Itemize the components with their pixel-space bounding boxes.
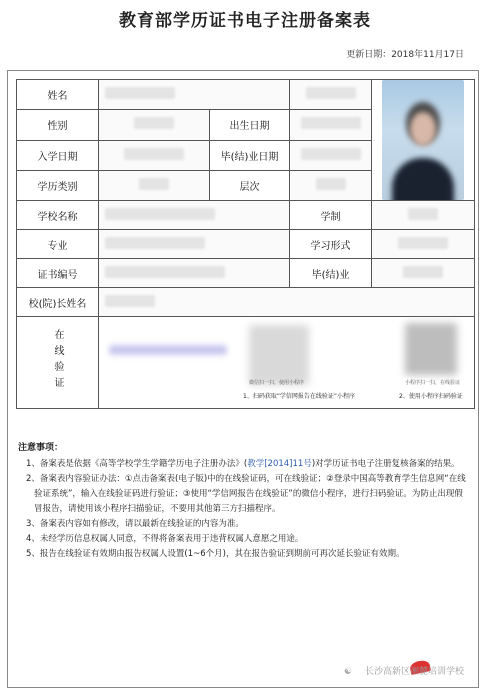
label-gender: 性别 bbox=[17, 110, 99, 140]
value-study-form bbox=[372, 230, 475, 259]
photo-cell bbox=[372, 80, 475, 201]
mini-hint: 小程序扫一扫，在线验证 bbox=[405, 380, 461, 386]
verify-step-2: 2、使用小程序扫码验证 bbox=[399, 393, 463, 400]
notes-section bbox=[18, 441, 466, 562]
wechat-hint: 微信扫一扫，使用小程序 bbox=[249, 380, 305, 386]
registration-form bbox=[7, 70, 479, 688]
mini-program-qr-code[interactable] bbox=[405, 323, 457, 375]
label-level: 层次 bbox=[210, 170, 290, 200]
label-birth-date: 出生日期 bbox=[210, 110, 290, 140]
note-1-text-b: )对学历证书电子注册复核备案的结果。 bbox=[311, 459, 460, 469]
value-enroll-date bbox=[99, 140, 210, 170]
verify-step-1: 1、扫码获取“学信网报告在线验证”小程序 bbox=[243, 393, 356, 400]
label-graduation: 毕(结)业 bbox=[290, 259, 372, 288]
note-3: 3、备案表内容如有修改，请以最新在线验证的内容为准。 bbox=[26, 519, 244, 529]
notes-heading: 注意事项： bbox=[18, 443, 64, 453]
label-enroll-date: 入学日期 bbox=[17, 140, 99, 170]
note-4: 4、未经学历信息权属人同意，不得将备案表用于违背权属人意愿之用途。 bbox=[26, 534, 304, 544]
label-grad-date: 毕(结)业日期 bbox=[210, 140, 290, 170]
value-schooling bbox=[372, 201, 475, 230]
value-cert-no bbox=[99, 259, 290, 288]
value-graduation bbox=[372, 259, 475, 288]
value-birth-date bbox=[290, 110, 372, 140]
label-major: 专业 bbox=[17, 230, 99, 259]
label-edu-type: 学历类别 bbox=[17, 170, 99, 200]
value-grad-date bbox=[290, 140, 372, 170]
label-cert-no: 证书编号 bbox=[17, 259, 99, 288]
note-1 bbox=[18, 457, 466, 472]
verify-area bbox=[99, 317, 475, 409]
wechat-qr-code[interactable] bbox=[249, 325, 309, 385]
value-principal bbox=[99, 288, 475, 317]
value-school bbox=[99, 201, 290, 230]
value-level bbox=[290, 170, 372, 200]
verify-label-text: 在线验证 bbox=[52, 329, 63, 393]
wechat-watermark-icon: ☯ bbox=[343, 667, 352, 677]
value-edu-type bbox=[99, 170, 210, 200]
value-name bbox=[99, 80, 290, 110]
update-date: 更新日期：2018年11月17日 bbox=[346, 50, 464, 60]
student-photo bbox=[382, 80, 464, 200]
label-name: 姓名 bbox=[17, 80, 99, 110]
value-name-ext bbox=[290, 80, 372, 110]
label-study-form: 学习形式 bbox=[290, 230, 372, 259]
value-gender bbox=[99, 110, 210, 140]
label-principal: 校(院)长姓名 bbox=[17, 288, 99, 317]
value-major bbox=[99, 230, 290, 259]
note-2: 2、备案表内容验证办法：①点击备案表(电子版)中的在线验证码，可在线验证；②登录中国高等教育学生信息网“在线验证系统”，输入在线验证码进行验证；③使用“学信网报告在线验证”的微信小程序，进行扫码验证。为防止出现假冒报告，请使用该小程序扫描验证，不要用其他第三方扫描程序。 bbox=[26, 474, 466, 514]
label-verify bbox=[17, 317, 99, 409]
note-1-link[interactable]: 教学[2014]11号 bbox=[247, 459, 312, 469]
watermark-text: 长沙高新区湘麓培训学校 bbox=[364, 667, 464, 677]
registration-table bbox=[16, 79, 475, 409]
verify-code-link[interactable] bbox=[109, 345, 227, 355]
label-schooling: 学制 bbox=[290, 201, 372, 230]
note-1-text-a: 1、备案表是依据《高等学校学生学籍学历电子注册办法》( bbox=[26, 459, 248, 469]
label-school: 学校名称 bbox=[17, 201, 99, 230]
note-5: 5、报告在线验证有效期由报告权属人设置(1~6个月)，其在报告验证到期前可再次延长验证有效期。 bbox=[26, 549, 405, 559]
page-title: 教育部学历证书电子注册备案表 bbox=[119, 11, 371, 31]
